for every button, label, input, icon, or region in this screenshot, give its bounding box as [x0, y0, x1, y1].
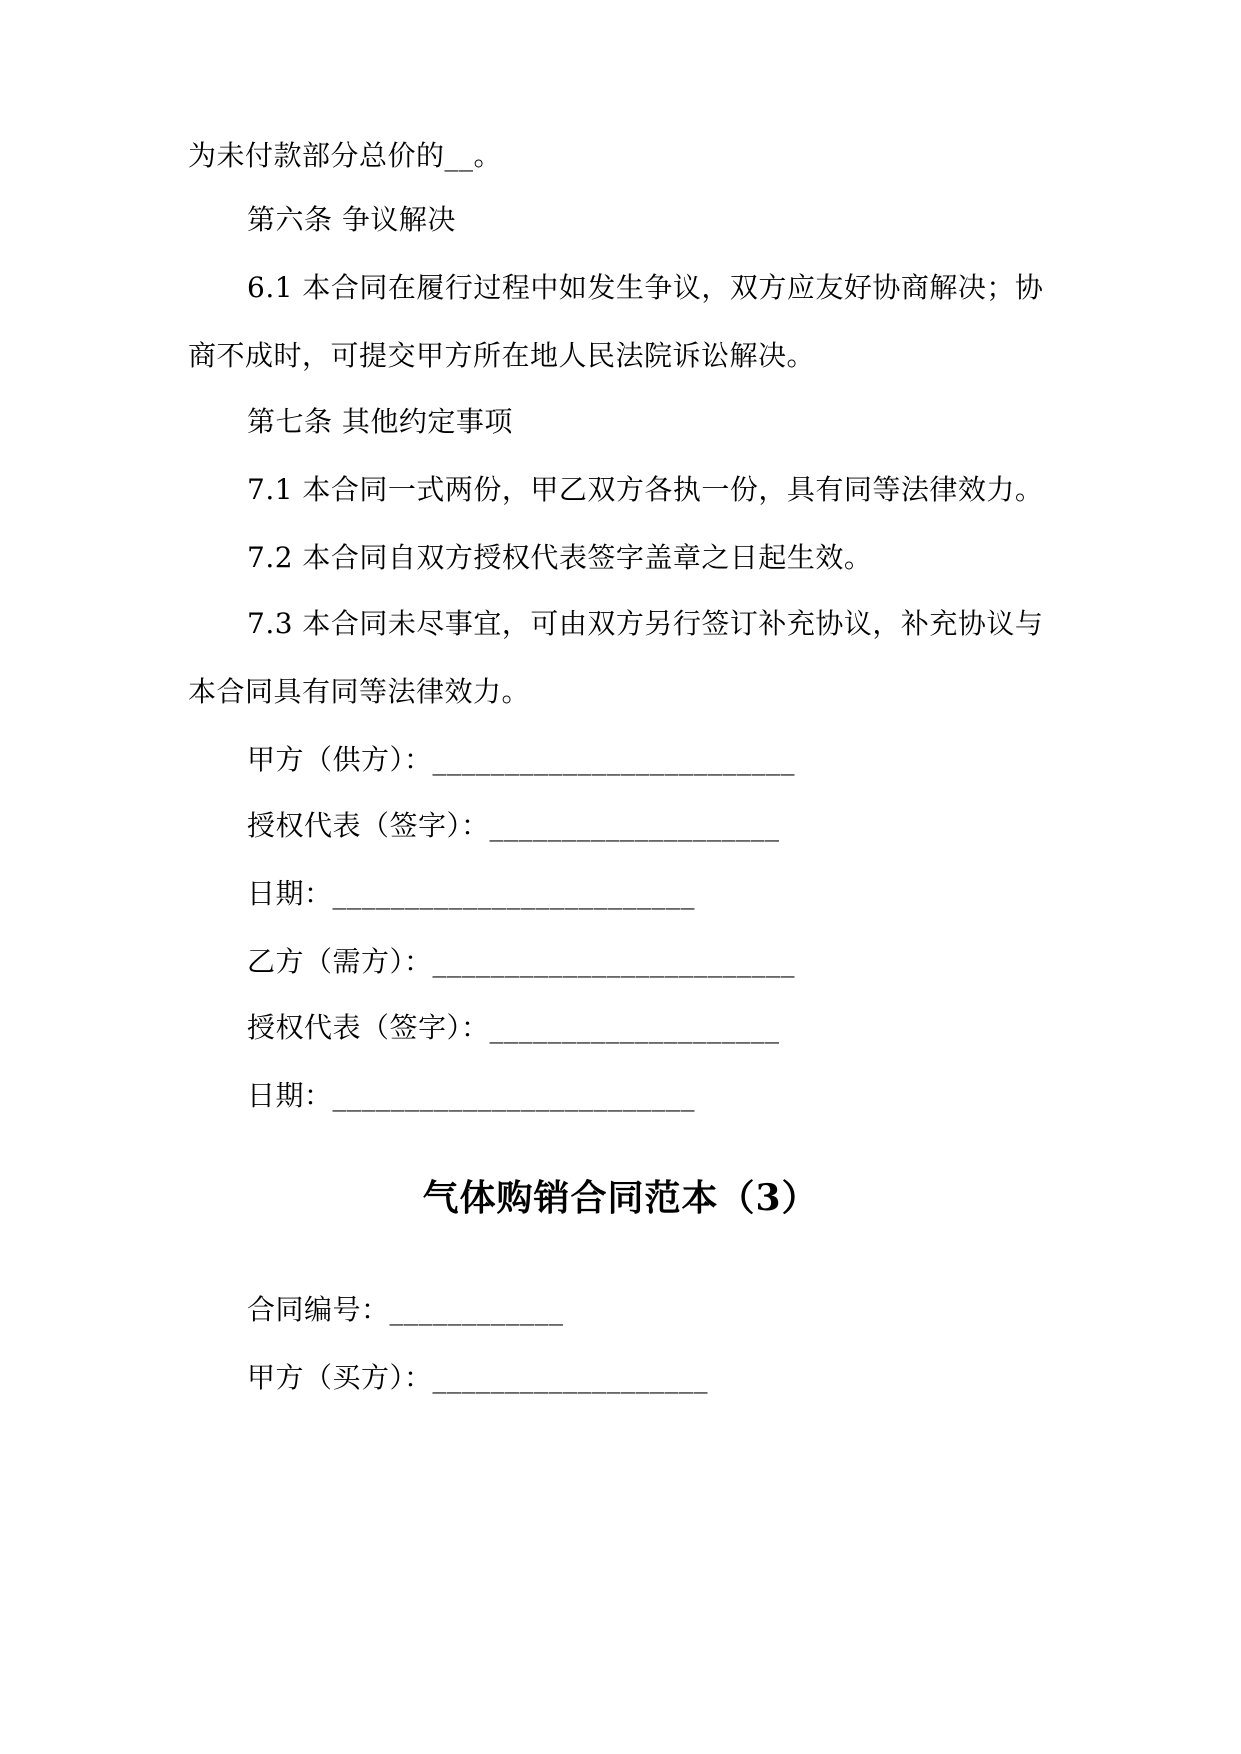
party-a-date-field: 日期：_________________________	[247, 877, 696, 910]
text-line: 商不成时，可提交甲方所在地人民法院诉讼解决。	[188, 339, 816, 372]
text-line: 6.1 本合同在履行过程中如发生争议，双方应友好协商解决；协	[247, 271, 1044, 304]
text-line: 为未付款部分总价的__。	[188, 139, 503, 172]
buyer-field: 甲方（买方）：___________________	[247, 1361, 709, 1394]
contract-number-field: 合同编号：____________	[247, 1293, 564, 1326]
party-b-date-field: 日期：_________________________	[247, 1079, 696, 1112]
party-b-representative-field: 授权代表（签字）：____________________	[247, 1011, 780, 1044]
text-line: 7.3 本合同未尽事宜，可由双方另行签订补充协议，补充协议与	[247, 607, 1044, 640]
party-b-field: 乙方（需方）：_________________________	[247, 945, 796, 978]
article-heading: 第六条 争议解决	[247, 203, 456, 236]
party-a-representative-field: 授权代表（签字）：____________________	[247, 809, 780, 842]
text-line: 7.1 本合同一式两份，甲乙双方各执一份，具有同等法律效力。	[247, 473, 1044, 506]
text-line: 7.2 本合同自双方授权代表签字盖章之日起生效。	[247, 541, 873, 574]
article-heading: 第七条 其他约定事项	[247, 405, 513, 438]
section-title: 气体购销合同范本（3）	[422, 1177, 819, 1219]
party-a-field: 甲方（供方）：_________________________	[247, 743, 796, 776]
text-line: 本合同具有同等法律效力。	[188, 675, 531, 708]
